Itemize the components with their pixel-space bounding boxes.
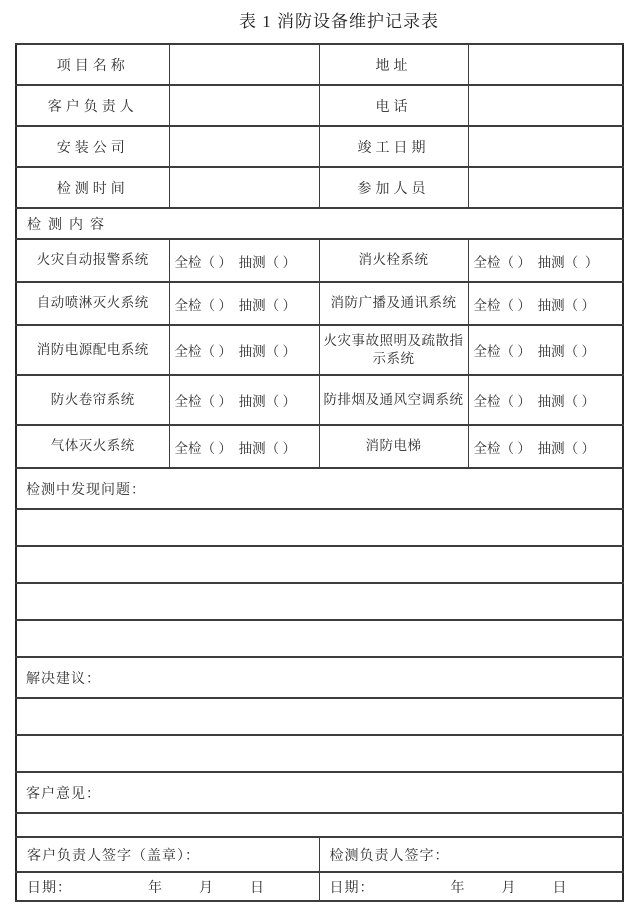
day-label: 日: [552, 880, 568, 896]
suggestions-label: 解决建议：: [16, 657, 623, 698]
blank-write-in-area: [16, 698, 623, 735]
suggestions-blank-row: [16, 698, 623, 735]
check-options: 全检（ ） 抽测（ ）: [468, 375, 623, 425]
date-label: 日期：: [27, 880, 72, 896]
month-label: 月: [199, 880, 214, 896]
day-label: 日: [250, 880, 265, 896]
year-label: 年: [450, 880, 466, 896]
check-options: 全检（ ） 抽测（ ）: [169, 425, 319, 468]
inspector-date-cell: [319, 872, 623, 901]
customer-contact-label: 客户负责人: [16, 85, 169, 126]
address-value: [468, 44, 623, 85]
customer-signature-label: 客户负责人签字（盖章）：: [16, 837, 319, 872]
blank-write-in-area: [16, 509, 623, 546]
blank-write-in-area: [16, 813, 623, 837]
project-name-label: 项目名称: [16, 44, 169, 85]
detection-row-power: [16, 325, 623, 375]
system-name: 气体灭火系统: [16, 425, 169, 468]
blank-write-in-area: [16, 583, 623, 620]
customer-opinion-label-row: [16, 772, 623, 813]
phone-value: [468, 85, 623, 126]
signature-row: [16, 837, 623, 872]
suggestions-label-row: [16, 657, 623, 698]
date-line: [330, 877, 617, 897]
findings-blank-row: [16, 509, 623, 546]
check-options: 全检（ ） 抽测（ ）: [468, 282, 623, 325]
blank-write-in-area: [16, 546, 623, 583]
date-row: [16, 872, 623, 901]
check-options: 全检（ ） 抽测（ ）: [169, 375, 319, 425]
document-title: 表 1 消防设备维护记录表: [239, 12, 439, 31]
blank-write-in-area: [16, 735, 623, 772]
findings-blank-row: [16, 546, 623, 583]
install-company-value: [169, 126, 319, 167]
check-options: 全检（ ） 抽测（ ）: [468, 325, 623, 375]
customer-opinion-label: 客户意见：: [16, 772, 623, 813]
detection-row-fire-alarm: [16, 239, 623, 282]
system-name: 消防电梯: [319, 425, 468, 468]
detection-row-sprinkler: [16, 282, 623, 325]
findings-label: 检测中发现问题：: [16, 468, 623, 509]
phone-label: 电话: [319, 85, 468, 126]
system-name: 消防广播及通讯系统: [319, 282, 468, 325]
suggestions-blank-row: [16, 735, 623, 772]
system-name: 消防电源配电系统: [16, 325, 169, 375]
system-name: 防排烟及通风空调系统: [319, 375, 468, 425]
month-label: 月: [501, 880, 517, 896]
install-company-label: 安装公司: [16, 126, 169, 167]
maintenance-record-table: [15, 43, 624, 902]
customer-contact-value: [169, 85, 319, 126]
blank-write-in-area: [16, 620, 623, 657]
check-options: 全检（ ） 抽测（ ）: [169, 282, 319, 325]
address-label: 地址: [319, 44, 468, 85]
findings-blank-row: [16, 620, 623, 657]
inspector-signature-label: 检测负责人签字：: [319, 837, 623, 872]
date-label: 日期：: [329, 880, 375, 896]
info-row-project: [16, 44, 623, 85]
project-name-value: [169, 44, 319, 85]
participants-value: [468, 167, 623, 208]
detection-row-gas: [16, 425, 623, 468]
system-name: 防火卷帘系统: [16, 375, 169, 425]
detection-row-shutter: [16, 375, 623, 425]
info-row-customer: [16, 85, 623, 126]
completion-date-value: [468, 126, 623, 167]
findings-blank-row: [16, 583, 623, 620]
info-row-installer: [16, 126, 623, 167]
participants-label: 参加人员: [319, 167, 468, 208]
info-row-inspection-time: [16, 167, 623, 208]
completion-date-label: 竣工日期: [319, 126, 468, 167]
customer-date-cell: [16, 872, 319, 901]
year-label: 年: [148, 880, 163, 896]
check-options: 全检（ ） 抽测（ ）: [169, 325, 319, 375]
inspection-time-value: [169, 167, 319, 208]
system-name: 火灾自动报警系统: [16, 239, 169, 282]
inspection-content-header: 检 测 内 容: [16, 208, 623, 239]
check-options: 全检（ ） 抽测（ ）: [169, 239, 319, 282]
customer-opinion-blank-row: [16, 813, 623, 837]
system-name: 自动喷淋灭火系统: [16, 282, 169, 325]
inspection-time-label: 检测时间: [16, 167, 169, 208]
section-header-row: [16, 208, 623, 239]
system-name: 消火栓系统: [319, 239, 468, 282]
check-options: 全检（ ） 抽测（ ）: [468, 425, 623, 468]
system-name: 火灾事故照明及疏散指示系统: [319, 325, 468, 375]
check-options: 全检（ ） 抽测（ ）: [468, 239, 623, 282]
findings-label-row: [16, 468, 623, 509]
date-line: [27, 877, 313, 897]
